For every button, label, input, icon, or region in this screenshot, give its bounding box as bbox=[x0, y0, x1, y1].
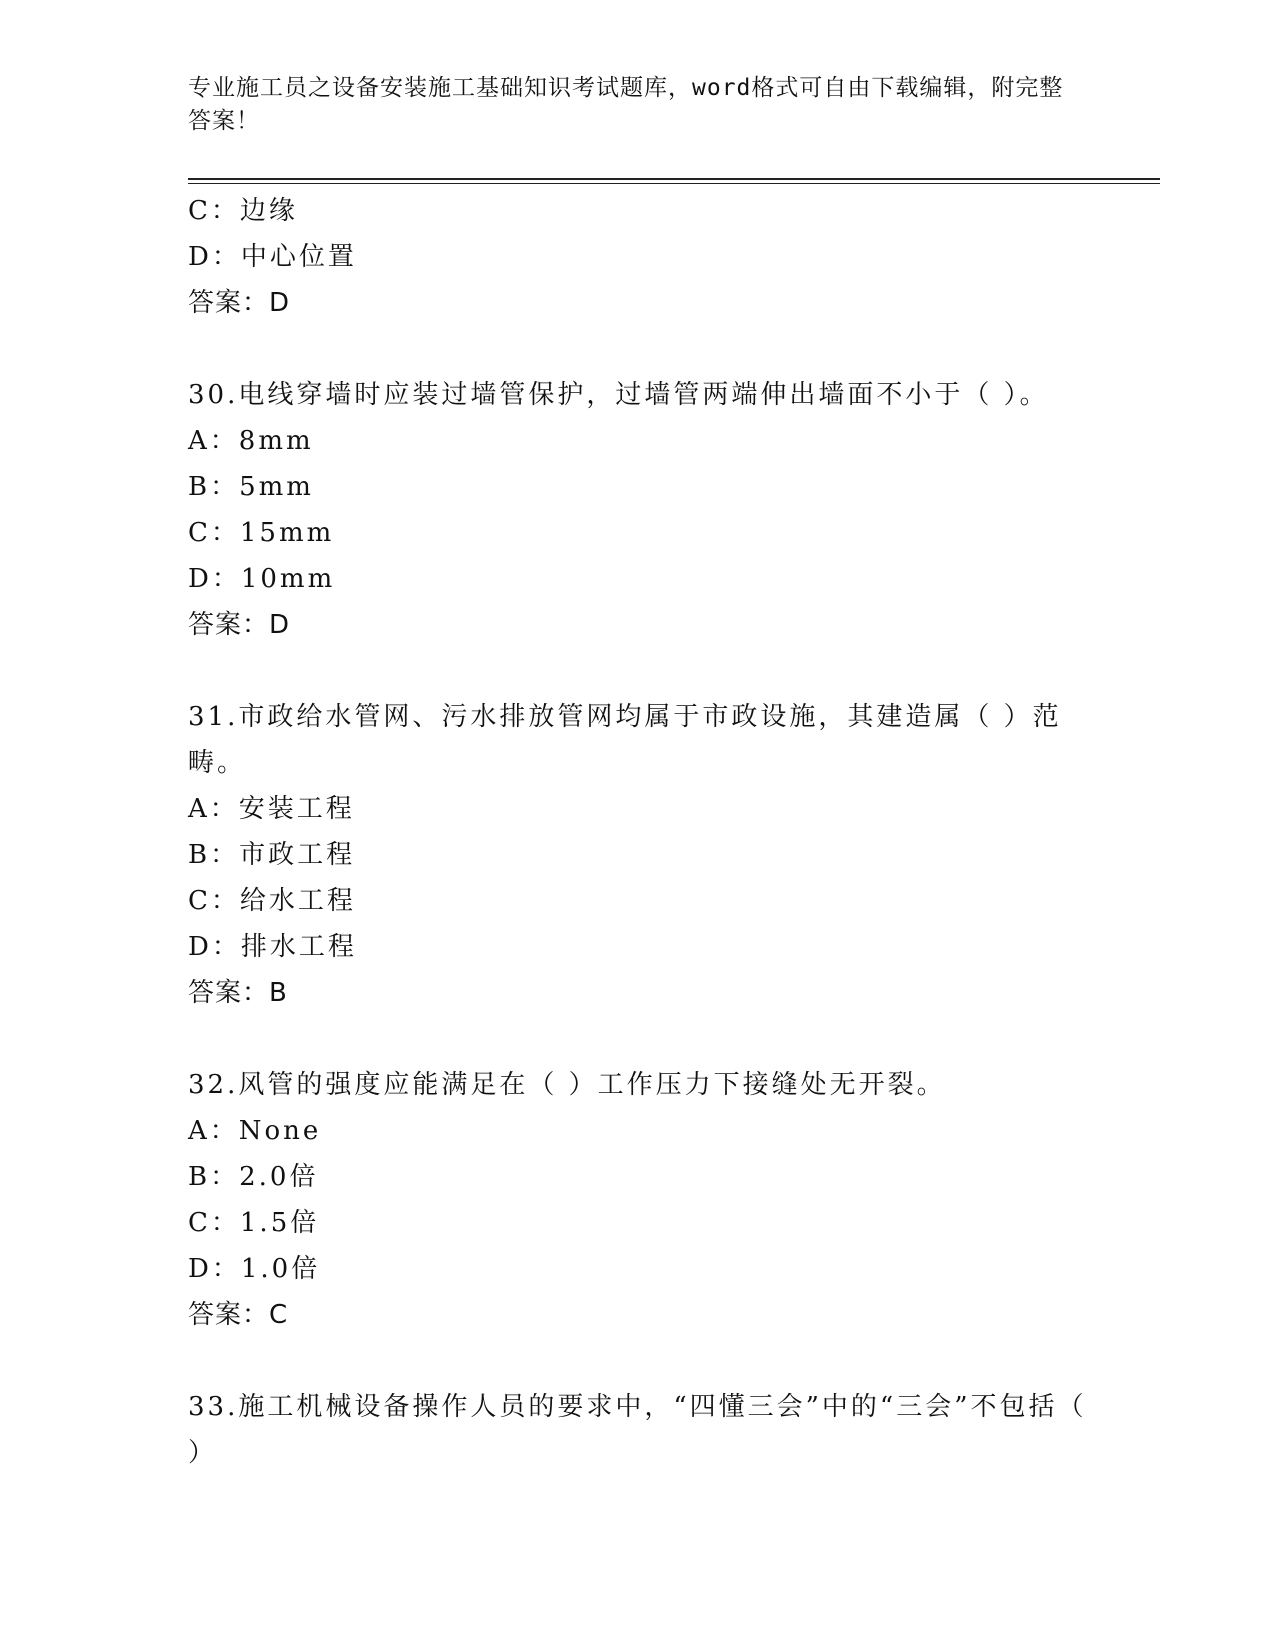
question-31 bbox=[188, 694, 1088, 1016]
question-list bbox=[188, 188, 1088, 1476]
question-stem: 31.市政给水管网、污水排放管网均属于市政设施，其建造属（ ）范畴。 bbox=[188, 702, 1062, 778]
question-33 bbox=[188, 1384, 1088, 1476]
answer-line: 答案：D bbox=[188, 288, 291, 318]
option-c: C：1.5倍 bbox=[188, 1208, 320, 1238]
header-divider-thick bbox=[188, 178, 1160, 180]
question-stem: 30.电线穿墙时应装过墙管保护，过墙管两端伸出墙面不小于（ ）。 bbox=[188, 380, 1049, 410]
option-a: A：安装工程 bbox=[188, 794, 355, 824]
option-d: D：10mm bbox=[188, 564, 336, 594]
spacer bbox=[188, 648, 1088, 694]
question-continuation bbox=[188, 188, 1088, 326]
document-header: 专业施工员之设备安装施工基础知识考试题库，word格式可自由下载编辑，附完整答案！ bbox=[188, 75, 1064, 134]
option-c: C：给水工程 bbox=[188, 886, 356, 916]
spacer bbox=[188, 326, 1088, 372]
question-stem: 33.施工机械设备操作人员的要求中，“四懂三会”中的“三会”不包括（ ） bbox=[188, 1392, 1087, 1468]
option-b: B：市政工程 bbox=[188, 840, 356, 870]
option-d: D：1.0倍 bbox=[188, 1254, 321, 1284]
answer-line: 答案：B bbox=[188, 978, 288, 1008]
answer-line: 答案：D bbox=[188, 610, 291, 640]
header-divider-thin bbox=[188, 183, 1160, 184]
question-stem: 32.风管的强度应能满足在（ ）工作压力下接缝处无开裂。 bbox=[188, 1070, 946, 1100]
option-c: C：15mm bbox=[188, 518, 335, 548]
option-b: B：2.0倍 bbox=[188, 1162, 319, 1192]
question-30 bbox=[188, 372, 1088, 648]
question-32 bbox=[188, 1062, 1088, 1338]
option-d: D：中心位置 bbox=[188, 242, 357, 272]
option-c: C：边缘 bbox=[188, 196, 298, 226]
option-d: D：排水工程 bbox=[188, 932, 357, 962]
option-b: B：5mm bbox=[188, 472, 314, 502]
spacer bbox=[188, 1338, 1088, 1384]
spacer bbox=[188, 1016, 1088, 1062]
option-a: A：None bbox=[188, 1116, 322, 1146]
answer-line: 答案：C bbox=[188, 1300, 289, 1330]
option-a: A：8mm bbox=[188, 426, 314, 456]
